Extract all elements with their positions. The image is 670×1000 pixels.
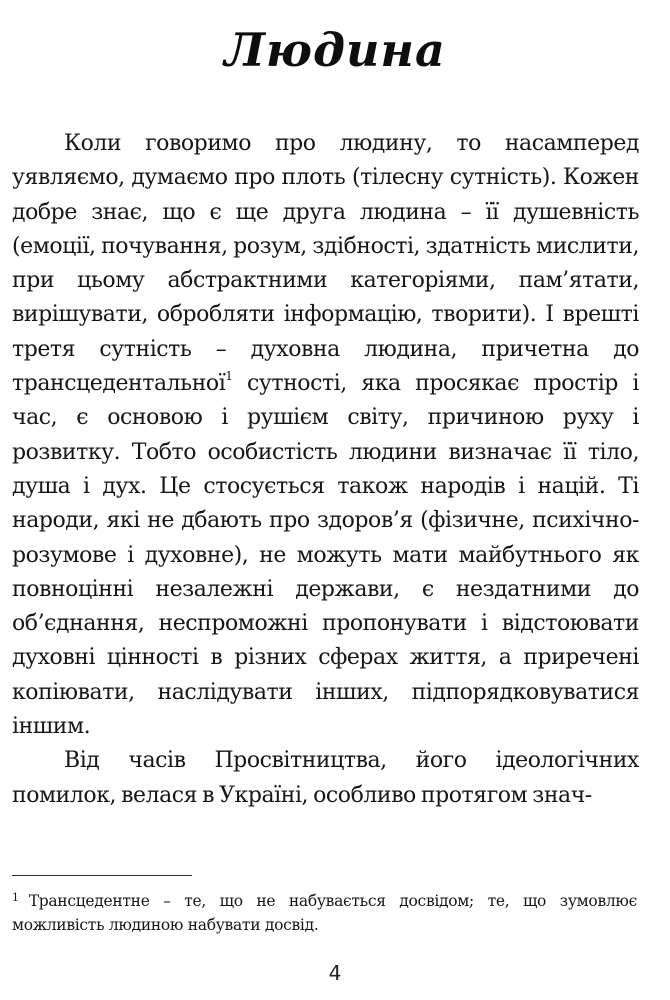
footnote <box>12 886 637 937</box>
paragraph-1-text-continued: сутності, яка просякає простір і час, є основою і рушієм світу, причиною руху і розвитку. Тобто особистість людини визначає її тіло, душа і дух. Це стосується також народів і націй. Ті народи, які не дбають про здоров’я (фізичне, психічно-розумове і духовне), не можуть мати майбутнього як повноцінні незалежні держави, є нездатними до об’єднання, неспроможні пропонувати і відстоювати духовні цінності в різних сферах життя, а приречені копіювати, наслідувати інших, підпорядковуватися іншим. <box>12 371 639 740</box>
footnote-separator <box>12 875 192 876</box>
page-number: 4 <box>328 961 342 985</box>
paragraph-2: Від часів Просвітництва, його ідеологічних помилок, велася в Україні, особливо протягом знач- <box>12 748 639 808</box>
page-title: Людина <box>224 23 446 77</box>
footnote-mark: 1 <box>12 891 19 904</box>
paragraph-1 <box>12 127 639 744</box>
paragraph-1-text: Коли говоримо про людину, то насамперед уявляємо, думаємо про плоть (тілесну сутність). Кожен добре знає, що є ще друга людина – її душевність (емоції, почування, розум, здібності, здатність мислити, при цьому абстрактними категоріями, пам’ятати, вирішувати, обробляти інформацію, творити). І врешті третя сутність – духовна людина, причетна до трансцедентальної <box>12 131 639 397</box>
footnote-text: Трансцедентне – те, що не набувається досвідом; те, що зумовлює можливість людиною набувати досвід. <box>12 892 637 934</box>
body-text <box>12 127 639 813</box>
footnote-reference: 1 <box>225 369 233 384</box>
